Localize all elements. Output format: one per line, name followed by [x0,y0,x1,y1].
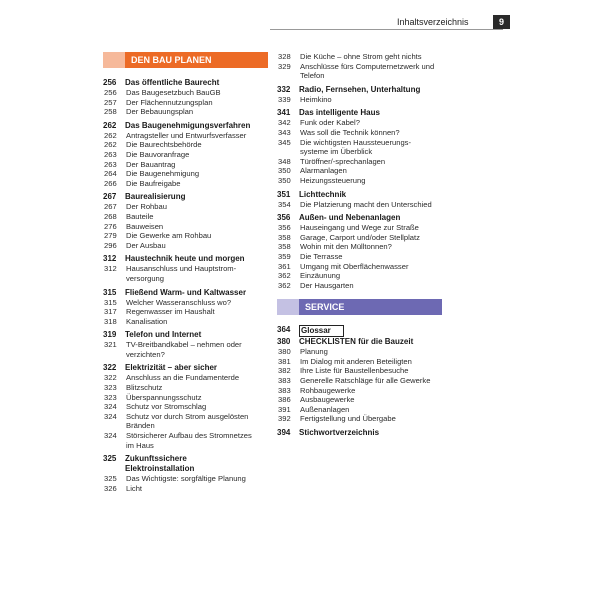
toc-page-number: 345 [278,137,291,147]
toc-page-number: 391 [278,404,291,414]
page-number: 9 [493,15,510,29]
toc-entry-title: Hausanschluss und Hauptstrom- [126,264,237,274]
toc-entry-title: Störsicherer Aufbau des Stromnetzes [126,431,252,441]
toc-entry [103,383,268,393]
toc-page-number: 266 [104,178,117,188]
toc-page-number: 324 [104,402,117,412]
toc-entry-title: Das Wichtigste: sorgfältige Planung [126,474,246,484]
toc-entry-title: Die Küche – ohne Strom geht nichts [300,52,422,61]
toc-entry-title: Die Terrasse [300,251,343,261]
toc-page-number: 380 [278,347,291,357]
section-banner-den-bau-planen [103,52,268,68]
toc-entry-title: Radio, Fernsehen, Unterhaltung [299,84,421,94]
toc-entry [103,264,268,274]
toc-page-number: 268 [104,211,117,221]
toc-entry [277,347,442,357]
toc-page-number: 262 [103,120,117,130]
toc-entry [277,95,442,105]
toc-page-number: 394 [277,428,291,438]
toc-page-number: 341 [277,108,291,118]
toc-heading-entry [103,363,268,373]
toc-page-number [103,350,126,360]
toc-page-number: 328 [278,52,291,61]
toc-entry-title: im Haus [126,440,154,450]
toc-entry [277,405,442,415]
toc-page-number: 383 [278,385,291,395]
toc-entry-title: Überspannungsschutz [126,392,202,402]
toc-page-number: 324 [104,411,117,421]
toc-page-number: 256 [103,78,117,87]
toc-entry [103,317,268,327]
toc-page-number: 317 [104,307,117,317]
toc-entry [277,357,442,367]
toc-page-number: 323 [104,392,117,402]
toc-entry-title: Fertigstellung und Übergabe [300,414,396,424]
toc-entry-title: Garage, Carport und/oder Stellplatz [300,232,420,242]
toc-entry [103,298,268,308]
toc-entry-title: Regenwasser im Haushalt [126,307,215,317]
toc-entry [103,222,268,232]
toc-entry-title: Die Baugenehmigung [126,169,200,179]
toc-entry [103,340,268,350]
toc-page-number: 332 [277,84,291,94]
toc-entry-title: Umgang mit Oberflächenwasser [300,261,409,271]
toc-entry-title: Schutz vor durch Strom ausgelösten [126,411,249,421]
toc-page-number: 319 [103,330,117,340]
toc-entry-title: Stichwortverzeichnis [299,428,380,438]
toc-page-number: 256 [104,88,117,97]
toc-page-number: 364 [277,325,291,335]
toc-entry [103,274,268,284]
toc-entry-title: systeme im Überblick [300,147,373,157]
toc-entry [277,138,442,148]
toc-entry-title: Türöffner/-sprechanlagen [300,156,386,166]
banner-tab [103,52,125,68]
toc-entry-title: Das Baugesetzbuch BauGB [126,88,221,97]
toc-entry [103,98,268,108]
toc-entry [277,271,442,281]
toc-entry-title: Elektrizität – aber sicher [125,363,218,373]
toc-entry [103,150,268,160]
toc-entry-title: Ausbaugewerke [300,395,355,405]
toc-entry-title [299,325,442,337]
toc-page-number: 267 [104,202,117,212]
toc-entry [103,160,268,170]
toc-heading-entry [277,190,442,200]
toc-page-number: 322 [104,373,117,383]
toc-entry-title: Funk oder Kabel? [300,118,360,128]
toc-page-number: 262 [104,140,117,150]
section-banner-service [277,299,442,315]
toc-page-number: 263 [104,149,117,159]
toc-page-number: 262 [104,130,117,140]
toc-page-number: 312 [104,264,117,274]
toc-page-number [103,464,125,474]
toc-page-number: 359 [278,251,291,261]
toc-entry-title: Im Dialog mit anderen Beteiligten [300,356,412,366]
toc-entry-title: Elektroinstallation [125,464,195,474]
toc-entry-title: Rohbaugewerke [300,385,356,395]
toc-page-number: 362 [278,271,291,281]
toc-entry [277,118,442,128]
toc-page-number: 351 [277,189,291,199]
toc-entry-title: Bauweisen [126,221,164,231]
toc-heading-entry [277,428,442,438]
toc-page-number: 358 [278,232,291,242]
toc-page-number: 329 [278,61,291,71]
toc-entry-title: Ihre Liste für Baustellenbesuche [300,366,409,376]
toc-entry-title: CHECKLISTEN für die Bauzeit [299,337,414,347]
toc-entry-list [103,78,268,493]
banner-label: SERVICE [305,302,345,313]
toc-page-number: 362 [278,280,291,290]
running-head [393,15,503,29]
toc-page-number: 315 [103,287,117,297]
toc-heading-entry [103,254,268,264]
banner-label: DEN BAU PLANEN [131,55,212,65]
toc-entry-title: Der Bebauungsplan [126,107,194,117]
toc-entry-title: Wohin mit den Mülltonnen? [300,242,392,252]
toc-page-number: 392 [278,414,291,424]
toc-page-number: 322 [103,363,117,373]
toc-page-number: 350 [278,175,291,185]
toc-entry [103,140,268,150]
toc-entry-title: Außen- und Nebenanlagen [299,213,401,223]
toc-page-number: 279 [104,231,117,241]
toc-heading-entry [103,121,268,131]
toc-entry-title: Lichttechnik [299,189,347,199]
toc-page-number [103,441,126,451]
toc-page-number: 354 [278,199,291,209]
toc-entry-title: Bauteile [126,211,154,221]
toc-page-number: 326 [104,483,117,493]
toc-entry-title: Schutz vor Stromschlag [126,402,207,412]
toc-page-number: 381 [278,356,291,366]
header-rule [270,29,503,30]
toc-entry [277,242,442,252]
toc-page-number: 324 [104,431,117,441]
toc-entry-title: Der Ausbau [126,240,166,250]
toc-heading-entry [277,213,442,223]
toc-page-number [103,274,126,284]
toc-page-number: 296 [104,240,117,250]
toc-entry-title: Einzäunung [300,271,341,281]
toc-heading-entry [103,330,268,340]
toc-page-number: 312 [103,254,117,264]
toc-entry-title: Baurealisierung [125,192,186,202]
toc-page-number: 386 [278,395,291,405]
toc-entry-title: Die Platzierung macht den Unterschied [300,199,432,209]
toc-entry-list [277,52,442,290]
toc-entry-title: Haustechnik heute und morgen [125,254,245,264]
toc-left-column [103,52,268,493]
toc-entry-title: Hauseingang und Wege zur Straße [300,223,419,233]
toc-page-number: 263 [104,159,117,169]
toc-page-number: 267 [103,192,117,202]
toc-entry [103,431,268,441]
toc-entry-title: Alarmanlagen [300,166,347,176]
toc-page-number: 343 [278,127,291,137]
toc-page-number [277,147,300,157]
toc-page-number: 325 [103,454,117,464]
toc-page-number: 264 [104,169,117,179]
toc-page-number: 348 [278,156,291,166]
toc-entry-title: Das Baugenehmigungsverfahren [125,120,251,130]
toc-entry [277,233,442,243]
toc-entry [103,131,268,141]
toc-page-number: 382 [278,366,291,376]
toc-entry [277,386,442,396]
toc-page-number: 380 [277,337,291,347]
toc-entry [277,414,442,424]
toc-entry [277,52,442,62]
toc-entry-title: Blitzschutz [126,383,163,393]
toc-entry [103,212,268,222]
toc-heading-entry [103,78,268,88]
toc-page-number: 323 [104,383,117,393]
toc-entry [277,71,442,81]
toc-entry [103,88,268,98]
toc-entry [277,128,442,138]
toc-entry-title: Außenanlagen [300,404,350,414]
toc-entry [277,281,442,291]
toc-page-number: 350 [278,166,291,176]
toc-entry-title: Telefon [300,71,325,81]
toc-entry [103,402,268,412]
toc-entry [277,200,442,210]
toc-entry [103,179,268,189]
toc-entry-title: Die Baufreigabe [126,178,181,188]
banner-tab [277,299,299,315]
toc-entry-title: Generelle Ratschläge für alle Gewerke [300,376,431,386]
toc-heading-entry [103,464,268,474]
toc-heading-entry [277,85,442,95]
toc-entry-title: Planung [300,347,328,357]
toc-entry-title: Bränden [126,421,155,431]
toc-entry-title: Heizungssteuerung [300,175,366,185]
toc-entry-title: Der Hausgarten [300,280,354,290]
toc-entry-title: Die Gewerke am Rohbau [126,231,212,241]
toc-entry [103,350,268,360]
toc-entry-title: Anschluss an die Fundamenterde [126,373,240,383]
toc-entry [103,474,268,484]
toc-heading-entry [103,192,268,202]
toc-entry [103,421,268,431]
toc-page-number: 358 [278,242,291,252]
toc-heading-entry [103,288,268,298]
toc-entry [103,202,268,212]
toc-entry-title: TV-Breitbandkabel – nehmen oder [126,340,242,350]
toc-entry-title: Welcher Wasseranschluss wo? [126,297,232,307]
toc-page-number: 339 [278,94,291,104]
toc-page-number: 356 [277,213,291,223]
toc-heading-entry [277,337,442,347]
highlight-box: Glossar [299,325,344,337]
toc-entry-title: Der Bauantrag [126,159,176,169]
running-head-title: Inhaltsverzeichnis [397,17,469,27]
toc-entry [103,441,268,451]
toc-heading-entry [277,325,442,337]
toc-page-number: 383 [278,376,291,386]
toc-entry-title: Die Bauvoranfrage [126,149,190,159]
toc-entry-title: Die Baurechtsbehörde [126,140,202,150]
toc-page-number: 315 [104,297,117,307]
toc-right-column [277,52,442,438]
toc-heading-entry [277,108,442,118]
toc-entry-title: Zukunftssichere [125,454,187,464]
toc-entry [103,169,268,179]
toc-entry [277,147,442,157]
toc-entry [277,262,442,272]
toc-entry [103,307,268,317]
toc-page-number [103,421,126,431]
toc-entry-title: Licht [126,483,143,493]
toc-entry [277,366,442,376]
toc-entry [103,107,268,117]
toc-entry [277,62,442,72]
toc-entry-title: Das öffentliche Baurecht [125,78,220,87]
toc-entry-title: Der Flächennutzungsplan [126,97,213,107]
toc-page-number: 276 [104,221,117,231]
toc-heading-entry [103,454,268,464]
toc-entry [277,166,442,176]
toc-entry-title: verzichten? [126,349,165,359]
toc-entry-title: Fließend Warm- und Kaltwasser [125,287,247,297]
toc-entry [103,412,268,422]
toc-entry [103,241,268,251]
toc-entry-list [277,325,442,438]
toc-page-number: 342 [278,118,291,128]
toc-entry-title: versorgung [126,273,164,283]
toc-page-number: 257 [104,97,117,107]
toc-entry [277,157,442,167]
toc-page-number: 361 [278,261,291,271]
toc-entry [277,252,442,262]
toc-entry [277,395,442,405]
toc-entry-title: Heimkino [300,94,332,104]
toc-entry-title: Was soll die Technik können? [300,127,400,137]
toc-page-number: 258 [104,107,117,117]
toc-entry-title: Der Rohbau [126,202,167,212]
toc-page-number: 325 [104,474,117,484]
toc-entry [103,373,268,383]
toc-page-number: 318 [104,316,117,326]
toc-page-number [277,71,300,81]
toc-entry-title: Antragsteller und Entwurfsverfasser [126,130,247,140]
toc-page-number: 321 [104,340,117,350]
toc-entry-title: Die wichtigsten Haussteuerungs- [300,137,412,147]
toc-page-number: 356 [278,223,291,233]
toc-entry [277,223,442,233]
toc-entry-title: Anschlüsse fürs Computernetzwerk und [300,61,435,71]
toc-entry-title: Kanalisation [126,316,168,326]
toc-entry [103,484,268,494]
toc-entry-title: Das intelligente Haus [299,108,380,118]
toc-entry-title: Telefon und Internet [125,330,202,340]
toc-entry [103,393,268,403]
toc-entry [277,176,442,186]
toc-entry [103,231,268,241]
toc-entry [277,376,442,386]
